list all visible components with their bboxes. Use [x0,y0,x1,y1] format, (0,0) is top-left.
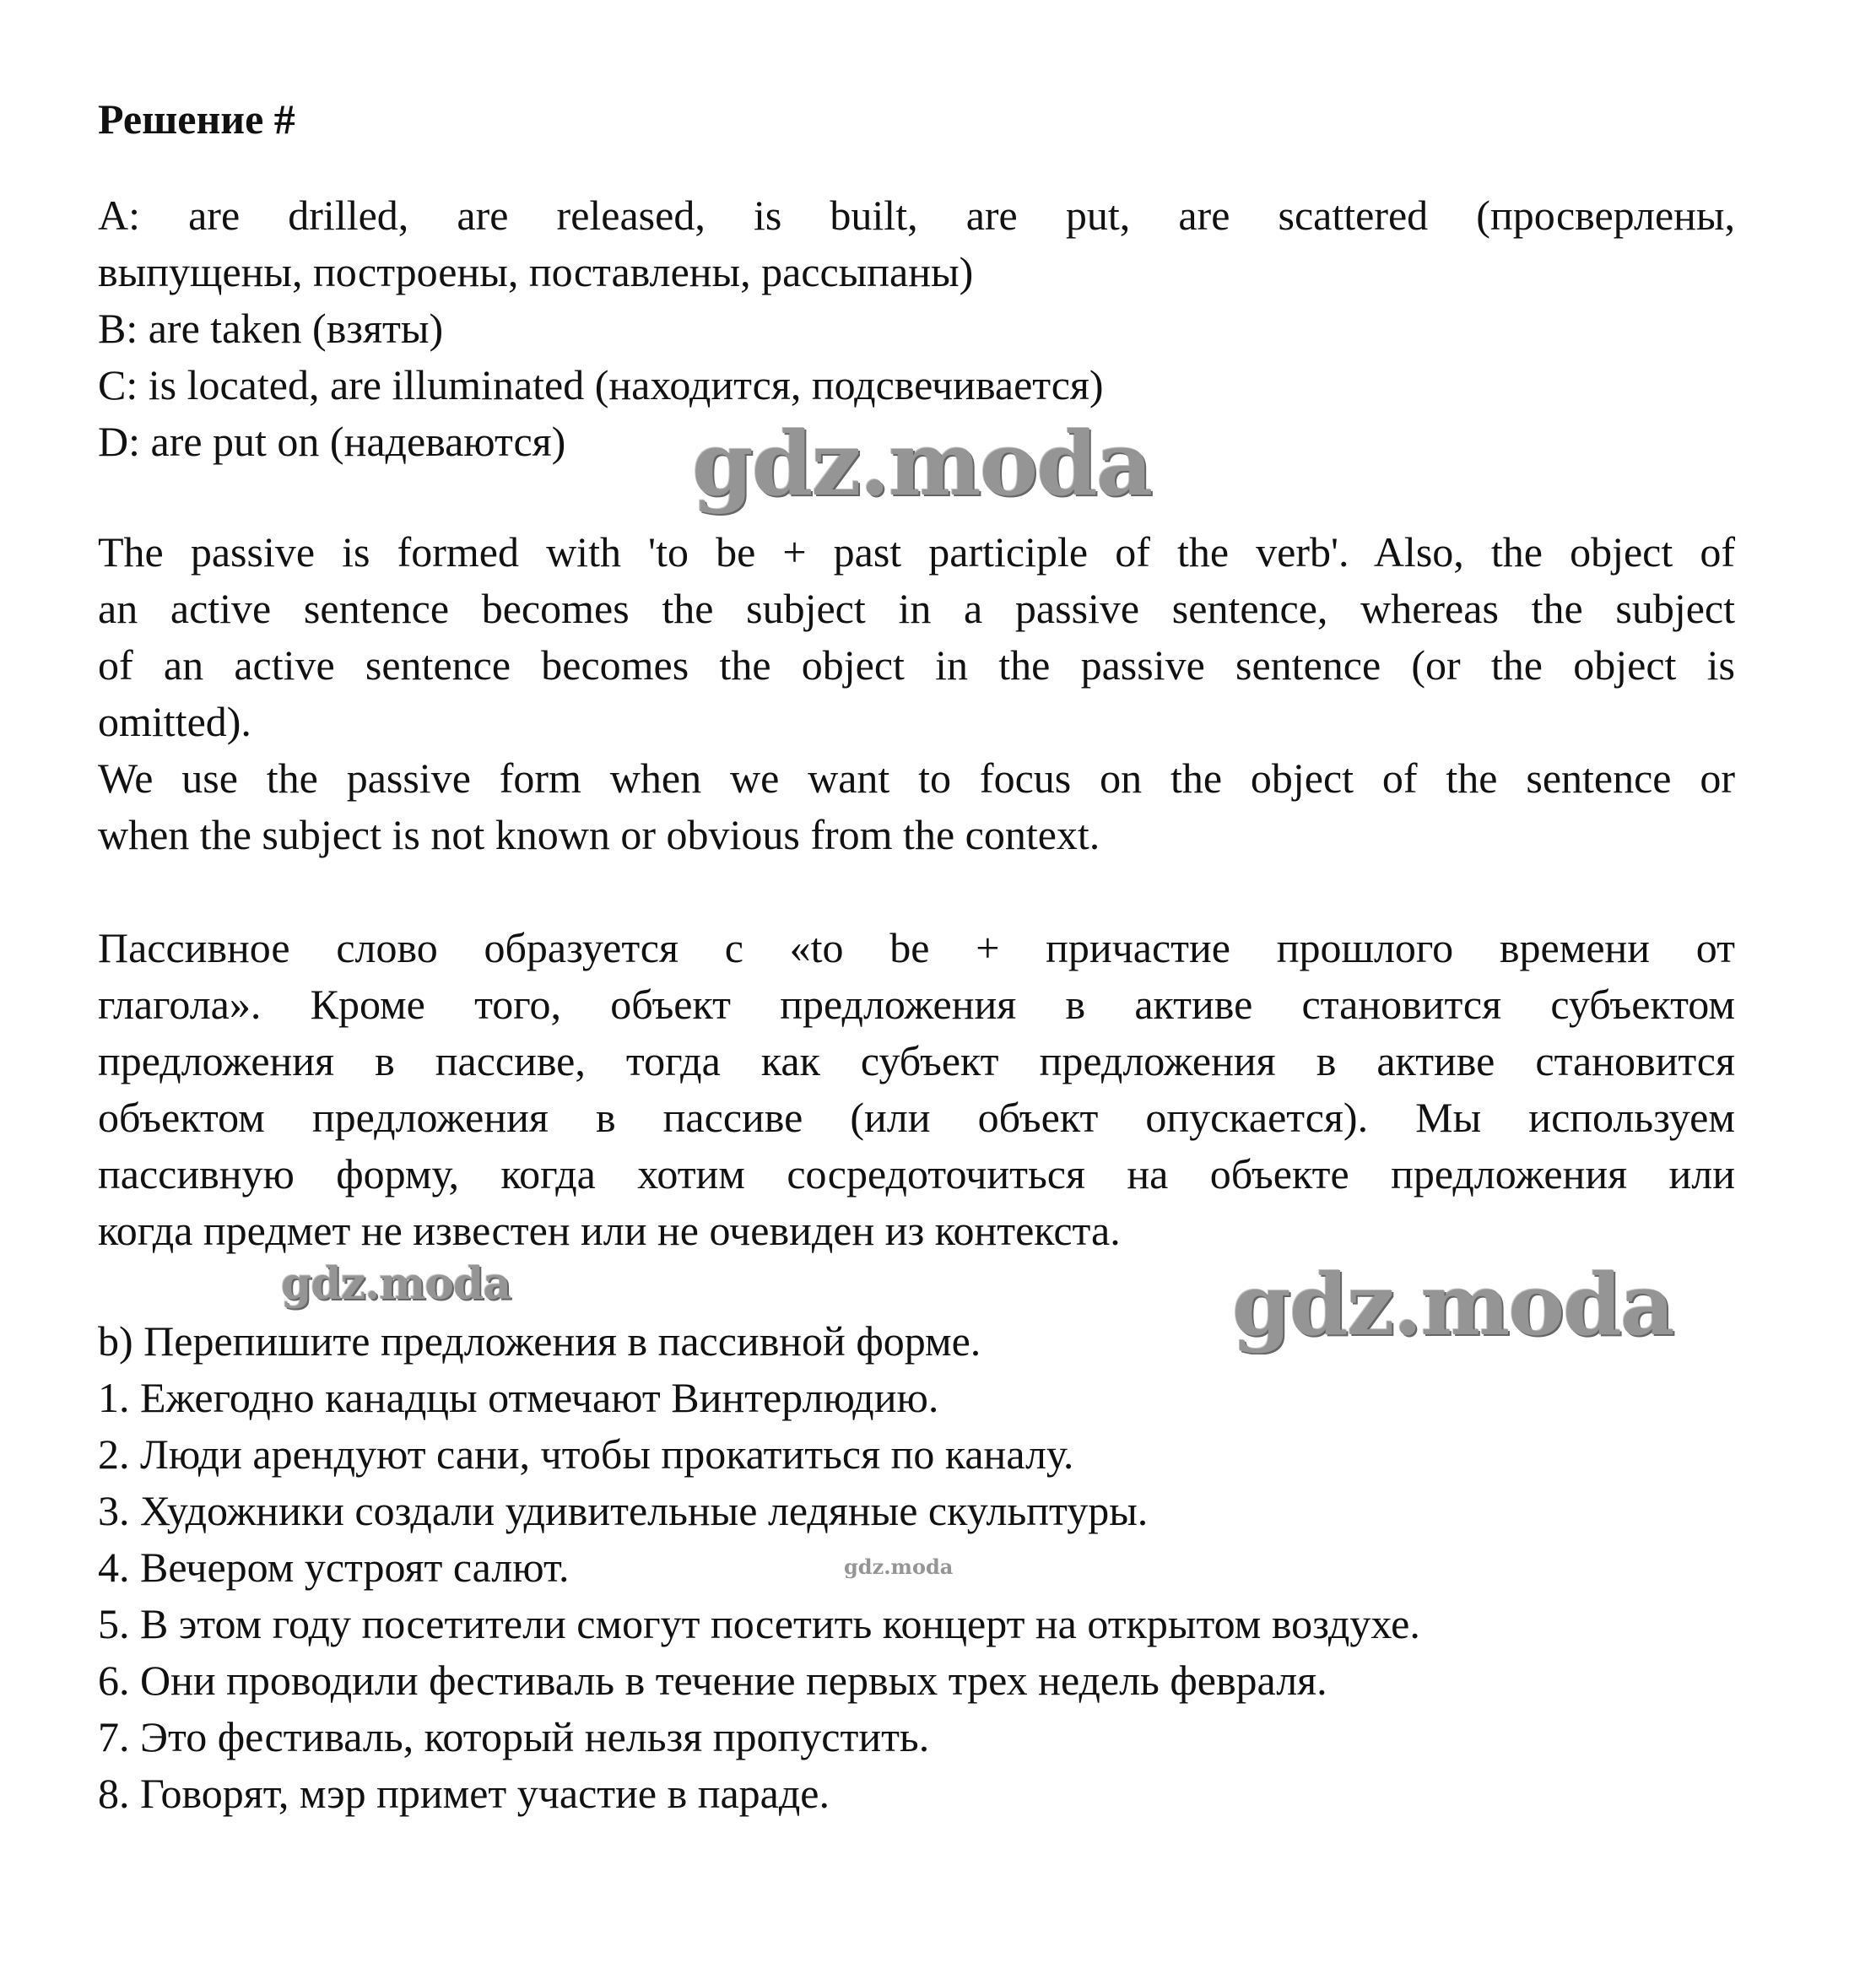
english-explanation [98,524,1735,863]
text-line: We use the passive form when we want to focus on the object of the sentence or [98,754,1735,802]
text-line: глагола». Кроме того, объект предложения в активе становится субъектом [98,981,1735,1028]
answer-line: C: is located, are illuminated (находится, подсвечивается) [98,361,1104,408]
task-item: 5. В этом году посетители смогут посетить концерт на открытом воздухе. [98,1600,1420,1647]
task-item: 3. Художники создали удивительные ледяные скульптуры. [98,1487,1149,1534]
answer-line: D: are put on (надеваются) [98,418,566,465]
task-item: 8. Говорят, мэр примет участие в параде. [98,1770,830,1817]
task-item: 4. Вечером устроят салют. [98,1544,570,1591]
text-line: предложения в пассиве, тогда как субъект предложения в активе становится [98,1037,1735,1084]
solution-heading: Решение # [98,95,295,143]
task-item: 1. Ежегодно канадцы отмечают Винтерлюдию. [98,1374,939,1421]
text-line: The passive is formed with 'to be + past participle of the verb'. Also, the object of [98,528,1735,576]
text-line: Пассивное слово образуется с «to be + причастие прошлого времени от [98,924,1735,971]
text-line: of an active sentence becomes the object in the passive sentence (or the object is [98,641,1735,689]
answer-line: A: are drilled, are released, is built, are put, are scattered (просверлены, [98,192,1735,239]
text-line: an active sentence becomes the subject in a passive sentence, whereas the subject [98,585,1735,632]
task-item: 6. Они проводили фестиваль в течение первых трех недель февраля. [98,1657,1327,1704]
russian-explanation [98,920,1735,1259]
text-line: объектом предложения в пассиве (или объект опускается). Мы используем [98,1094,1735,1141]
answer-line: выпущены, построены, поставлены, рассыпаны) [98,248,974,295]
watermark-logo: gdz.moda [844,1554,954,1579]
task-item: 7. Это фестиваль, который нельзя пропустить. [98,1713,930,1760]
text-line: when the subject is not known or obvious from the context. [98,811,1100,858]
text-line: когда предмет не известен или не очевиден из контекста. [98,1207,1121,1254]
text-line: пассивную форму, когда хотим сосредоточиться на объекте предложения или [98,1150,1735,1198]
text-line: omitted). [98,698,251,745]
watermark-logo: gdz.moda [281,1258,511,1310]
watermark-logo: gdz.moda [692,412,1152,516]
task-b-title: b) Перепишите предложения в пассивной форме. [98,1317,981,1365]
task-item: 2. Люди арендуют сани, чтобы прокатиться по каналу. [98,1430,1074,1478]
watermark-logo: gdz.moda [1232,1255,1673,1354]
answer-line: B: are taken (взяты) [98,305,444,352]
